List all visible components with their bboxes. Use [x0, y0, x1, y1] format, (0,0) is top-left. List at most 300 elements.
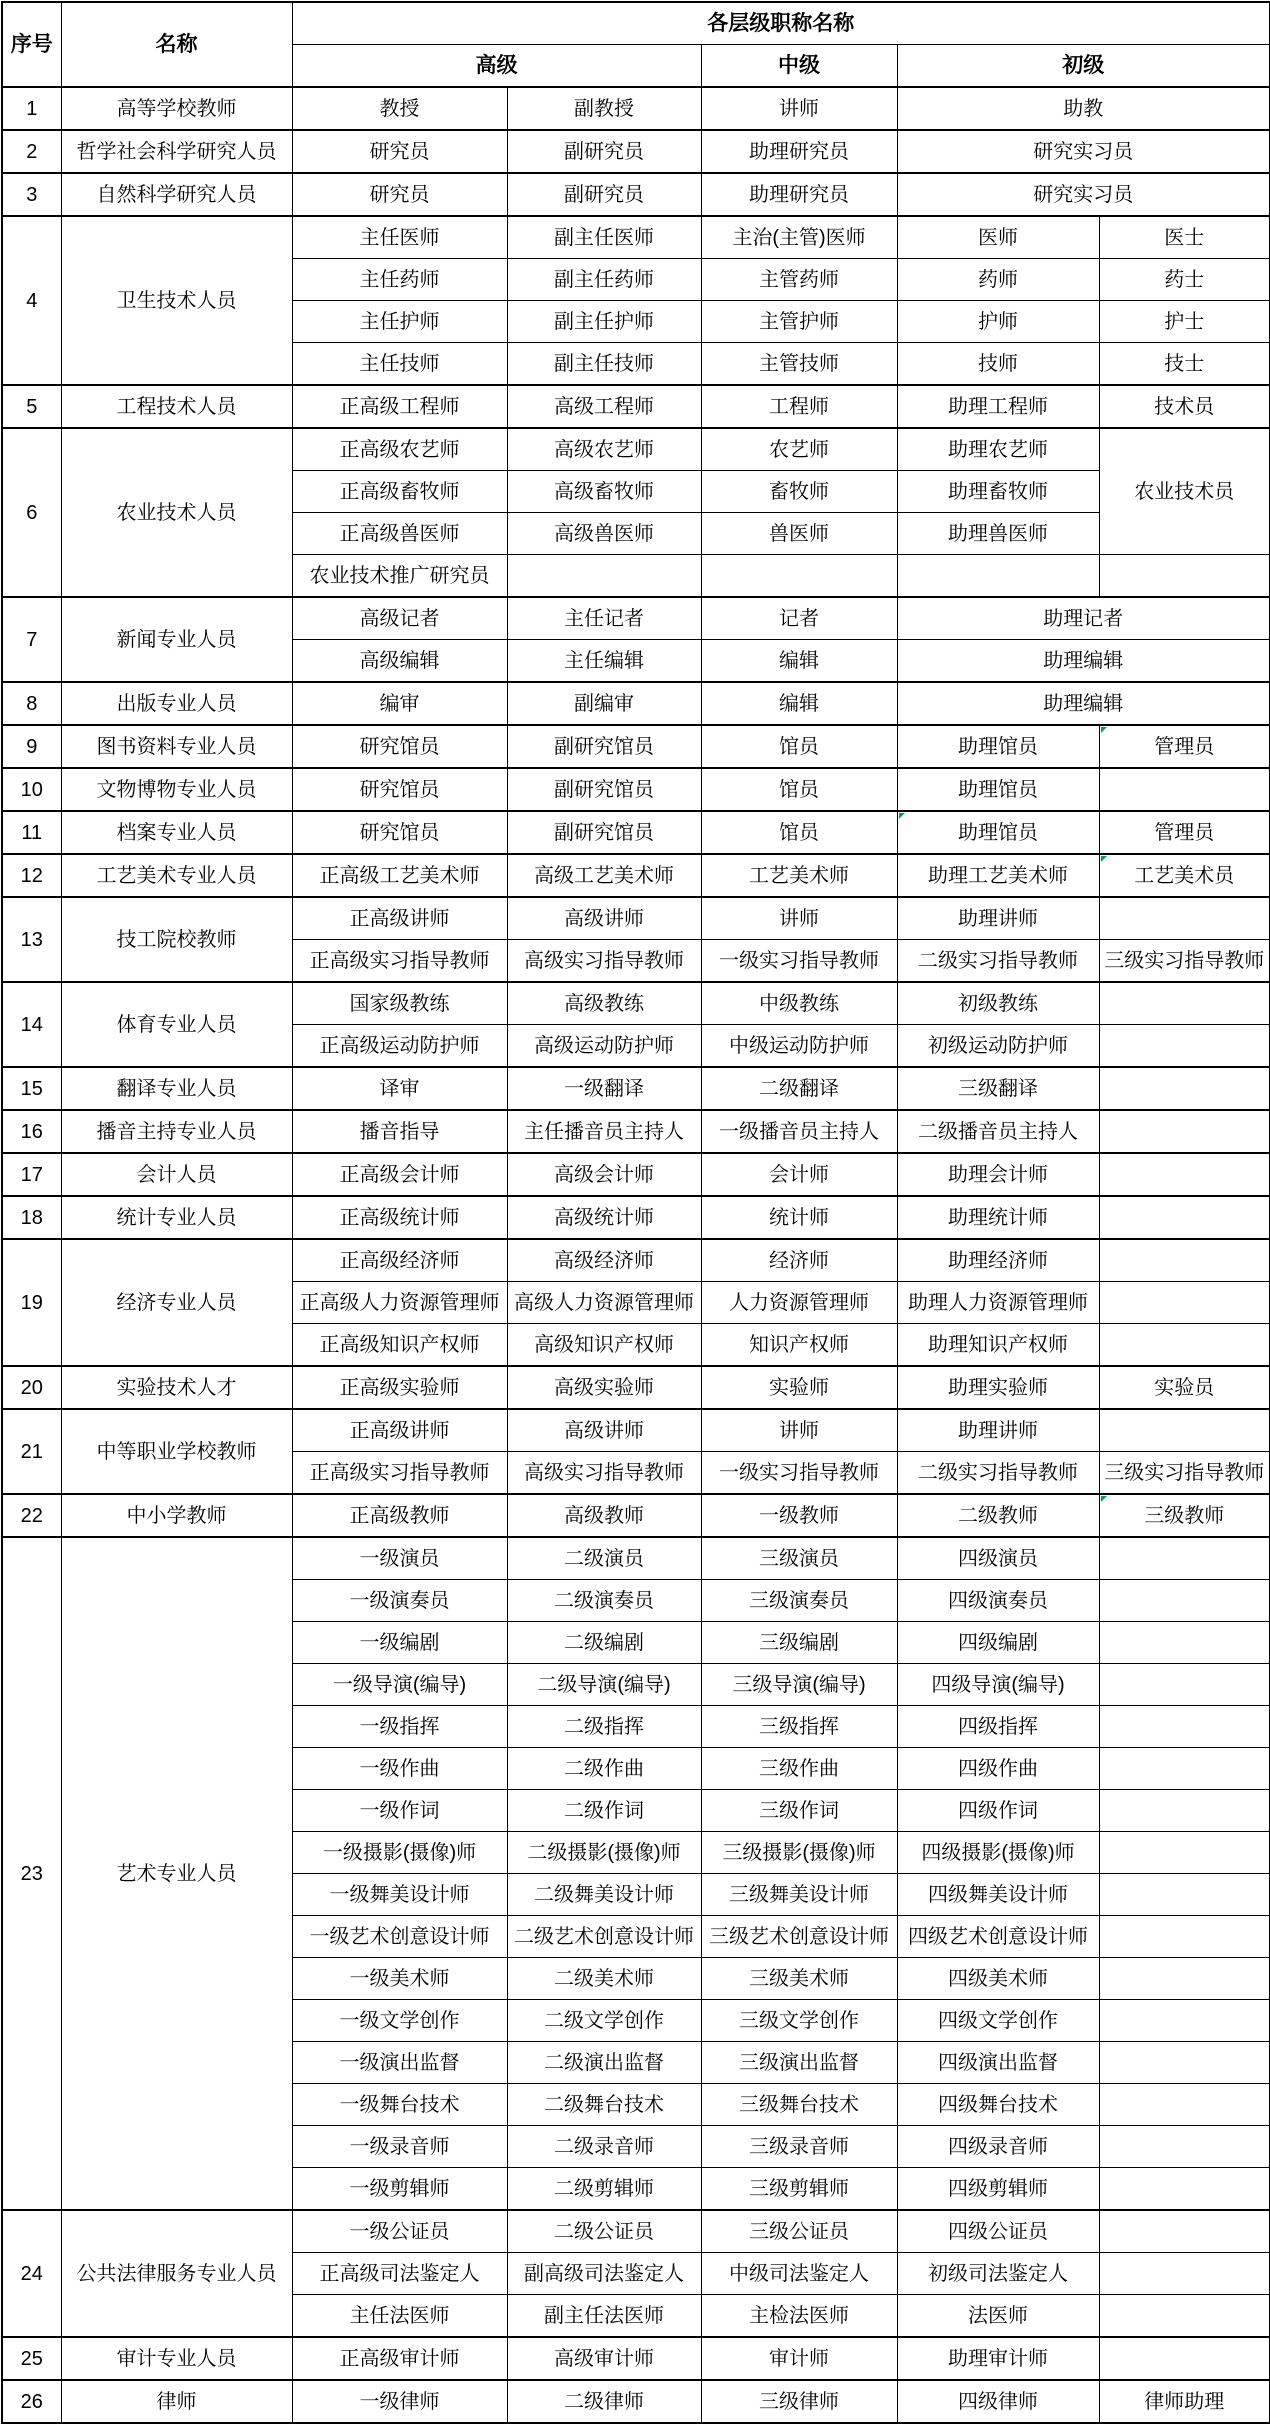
row-number-cell: 23: [2, 1537, 61, 2210]
header-junior: 初级: [897, 45, 1270, 88]
title-cell: 助理统计师: [897, 1196, 1099, 1239]
title-cell: 二级演出监督: [507, 2042, 701, 2084]
empty-cell: [1099, 1282, 1270, 1324]
title-cell: 主治(主管)医师: [701, 216, 897, 259]
title-cell: 一级翻译: [507, 1067, 701, 1110]
title-cell: 主管技师: [701, 343, 897, 386]
title-cell: 工程师: [701, 385, 897, 428]
empty-cell: [1099, 1153, 1270, 1196]
title-cell: 教授: [292, 87, 507, 130]
empty-cell: [1099, 1958, 1270, 2000]
title-cell: 主任医师: [292, 216, 507, 259]
category-name-cell: 公共法律服务专业人员: [61, 2210, 292, 2337]
title-cell: 助理记者: [897, 597, 1270, 640]
title-cell: 四级舞美设计师: [897, 1874, 1099, 1916]
table-row: [2, 725, 1270, 768]
title-cell: 三级公证员: [701, 2210, 897, 2253]
table-row: [2, 1409, 1270, 1452]
title-cell: 记者: [701, 597, 897, 640]
title-cell: 四级演员: [897, 1537, 1099, 1580]
title-cell: 一级剪辑师: [292, 2168, 507, 2211]
title-cell: 助理兽医师: [897, 513, 1099, 555]
title-cell: 高级兽医师: [507, 513, 701, 555]
category-name-cell: 翻译专业人员: [61, 1067, 292, 1110]
title-cell: 高级知识产权师: [507, 1324, 701, 1367]
title-cell: 三级艺术创意设计师: [701, 1916, 897, 1958]
row-number-cell: 13: [2, 897, 61, 982]
title-cell: 主管药师: [701, 259, 897, 301]
title-cell: 一级教师: [701, 1494, 897, 1537]
title-cell: 主任播音员主持人: [507, 1110, 701, 1153]
title-cell: 初级司法鉴定人: [897, 2253, 1099, 2295]
title-cell: 实验员: [1099, 1366, 1270, 1409]
title-cell: 研究员: [292, 173, 507, 216]
title-cell: 农艺师: [701, 428, 897, 471]
title-cell: 二级摄影(摄像)师: [507, 1832, 701, 1874]
title-cell: 畜牧师: [701, 471, 897, 513]
title-cell: 副主任法医师: [507, 2295, 701, 2338]
title-cell: 副主任医师: [507, 216, 701, 259]
header-row-1: [2, 2, 1270, 45]
category-name-cell: 统计专业人员: [61, 1196, 292, 1239]
title-cell: 医士: [1099, 216, 1270, 259]
table-row: [2, 87, 1270, 130]
empty-cell: [1099, 1622, 1270, 1664]
title-cell: 会计师: [701, 1153, 897, 1196]
empty-cell: [1099, 1832, 1270, 1874]
title-cell: 助理讲师: [897, 897, 1099, 940]
title-cell: 正高级讲师: [292, 897, 507, 940]
title-cell: 一级美术师: [292, 1958, 507, 2000]
title-cell: 一级律师: [292, 2380, 507, 2423]
empty-cell: [1099, 2168, 1270, 2211]
table-row: [2, 428, 1270, 471]
title-cell: 一级编剧: [292, 1622, 507, 1664]
title-cell: 副主任药师: [507, 259, 701, 301]
title-cell: 助理工程师: [897, 385, 1099, 428]
empty-cell: [1099, 1239, 1270, 1282]
title-cell: 工艺美术师: [701, 854, 897, 897]
title-cell: 四级演奏员: [897, 1580, 1099, 1622]
title-cell: 二级教师: [897, 1494, 1099, 1537]
row-number-cell: 22: [2, 1494, 61, 1537]
title-cell: 副研究员: [507, 130, 701, 173]
category-name-cell: 自然科学研究人员: [61, 173, 292, 216]
category-name-cell: 艺术专业人员: [61, 1537, 292, 2210]
title-cell: 中级司法鉴定人: [701, 2253, 897, 2295]
title-cell: 二级作词: [507, 1790, 701, 1832]
title-cell: 高级工艺美术师: [507, 854, 701, 897]
title-cell: 初级运动防护师: [897, 1025, 1099, 1068]
title-cell: 初级教练: [897, 982, 1099, 1025]
empty-cell: [1099, 2210, 1270, 2253]
title-cell: 审计师: [701, 2337, 897, 2380]
title-cell: 助理经济师: [897, 1239, 1099, 1282]
empty-cell: [1099, 1790, 1270, 1832]
title-cell: 知识产权师: [701, 1324, 897, 1367]
row-number-cell: 9: [2, 725, 61, 768]
row-number-cell: 16: [2, 1110, 61, 1153]
category-name-cell: 中小学教师: [61, 1494, 292, 1537]
title-cell: 人力资源管理师: [701, 1282, 897, 1324]
title-cell: 副主任技师: [507, 343, 701, 386]
title-cell: 正高级运动防护师: [292, 1025, 507, 1068]
title-cell: 医师: [897, 216, 1099, 259]
title-cell: 副研究馆员: [507, 811, 701, 854]
row-number-cell: 3: [2, 173, 61, 216]
title-cell: 三级美术师: [701, 1958, 897, 2000]
title-cell: 讲师: [701, 897, 897, 940]
empty-cell: [1099, 2042, 1270, 2084]
title-cell: 助理研究员: [701, 130, 897, 173]
row-number-cell: 24: [2, 2210, 61, 2337]
title-cell: 护士: [1099, 301, 1270, 343]
title-cell: 副主任护师: [507, 301, 701, 343]
title-cell: 二级舞美设计师: [507, 1874, 701, 1916]
table-row: [2, 173, 1270, 216]
title-cell: 中级教练: [701, 982, 897, 1025]
row-number-cell: 6: [2, 428, 61, 597]
empty-cell: [1099, 1067, 1270, 1110]
empty-cell: [1099, 1196, 1270, 1239]
empty-cell: [1099, 1110, 1270, 1153]
empty-cell: [1099, 1537, 1270, 1580]
title-cell: 助理审计师: [897, 2337, 1099, 2380]
title-cell: 四级舞台技术: [897, 2084, 1099, 2126]
title-cell: 律师助理: [1099, 2380, 1270, 2423]
empty-cell: [507, 555, 701, 598]
title-cell: 研究馆员: [292, 811, 507, 854]
title-cell: 副编审: [507, 682, 701, 725]
title-cell: 讲师: [701, 87, 897, 130]
title-cell: 一级指挥: [292, 1706, 507, 1748]
title-cell: 主任技师: [292, 343, 507, 386]
title-cell: 高级教练: [507, 982, 701, 1025]
title-cell: 助理研究员: [701, 173, 897, 216]
category-name-cell: 播音主持专业人员: [61, 1110, 292, 1153]
title-cell: 一级演员: [292, 1537, 507, 1580]
title-cell: 主任法医师: [292, 2295, 507, 2338]
title-cell: 二级实习指导教师: [897, 1452, 1099, 1495]
title-cell: 助理馆员: [897, 768, 1099, 811]
title-cell: 四级指挥: [897, 1706, 1099, 1748]
row-number-cell: 14: [2, 982, 61, 1067]
title-cell: 助理编辑: [897, 640, 1270, 683]
title-cell: 一级舞美设计师: [292, 1874, 507, 1916]
title-cell: 高级实习指导教师: [507, 940, 701, 983]
title-cell: 四级公证员: [897, 2210, 1099, 2253]
row-number-cell: 10: [2, 768, 61, 811]
title-cell: 四级摄影(摄像)师: [897, 1832, 1099, 1874]
title-cell: 高级经济师: [507, 1239, 701, 1282]
header-name: 名称: [61, 2, 292, 87]
empty-cell: [1099, 982, 1270, 1025]
title-cell: 二级播音员主持人: [897, 1110, 1099, 1153]
title-cell: 研究员: [292, 130, 507, 173]
title-cell: 助教: [897, 87, 1270, 130]
category-name-cell: 哲学社会科学研究人员: [61, 130, 292, 173]
title-cell: 助理讲师: [897, 1409, 1099, 1452]
title-cell: 助理人力资源管理师: [897, 1282, 1099, 1324]
title-cell: 二级录音师: [507, 2126, 701, 2168]
title-cell: 工艺美术员: [1099, 854, 1270, 897]
title-cell: 主任药师: [292, 259, 507, 301]
title-cell: 正高级讲师: [292, 1409, 507, 1452]
title-cell: 国家级教练: [292, 982, 507, 1025]
title-cell: 管理员: [1099, 811, 1270, 854]
table-row: [2, 2337, 1270, 2380]
table-row: [2, 768, 1270, 811]
title-cell: 译审: [292, 1067, 507, 1110]
title-cell: 一级作词: [292, 1790, 507, 1832]
title-cell: 中级运动防护师: [701, 1025, 897, 1068]
title-cell: 研究实习员: [897, 130, 1270, 173]
title-cell: 助理编辑: [897, 682, 1270, 725]
title-cell: 三级演奏员: [701, 1580, 897, 1622]
title-cell: 高级人力资源管理师: [507, 1282, 701, 1324]
title-cell: 高级工程师: [507, 385, 701, 428]
title-cell: 副研究馆员: [507, 725, 701, 768]
title-cell: 三级演员: [701, 1537, 897, 1580]
title-cell: 四级艺术创意设计师: [897, 1916, 1099, 1958]
title-cell: 二级导演(编导): [507, 1664, 701, 1706]
title-cell: 助理馆员: [897, 725, 1099, 768]
title-cell: 二级公证员: [507, 2210, 701, 2253]
empty-cell: [1099, 2337, 1270, 2380]
empty-cell: [1099, 1580, 1270, 1622]
title-cell: 主任护师: [292, 301, 507, 343]
title-cell: 主检法医师: [701, 2295, 897, 2338]
table-row: [2, 1110, 1270, 1153]
table-body: [2, 87, 1270, 2423]
title-cell: 编审: [292, 682, 507, 725]
title-cell: 助理知识产权师: [897, 1324, 1099, 1367]
title-cell: 二级舞台技术: [507, 2084, 701, 2126]
category-name-cell: 会计人员: [61, 1153, 292, 1196]
title-cell: 一级舞台技术: [292, 2084, 507, 2126]
row-number-cell: 21: [2, 1409, 61, 1494]
title-cell: 正高级农艺师: [292, 428, 507, 471]
empty-cell: [1099, 897, 1270, 940]
title-cell: 高级实验师: [507, 1366, 701, 1409]
title-cell: 一级作曲: [292, 1748, 507, 1790]
title-cell: 正高级统计师: [292, 1196, 507, 1239]
title-cell: 正高级司法鉴定人: [292, 2253, 507, 2295]
title-cell: 助理农艺师: [897, 428, 1099, 471]
title-cell: 助理会计师: [897, 1153, 1099, 1196]
category-name-cell: 图书资料专业人员: [61, 725, 292, 768]
title-cell: 药师: [897, 259, 1099, 301]
title-cell: 三级剪辑师: [701, 2168, 897, 2211]
table-header: [2, 2, 1270, 87]
title-cell: 技士: [1099, 343, 1270, 386]
title-cell: 正高级实习指导教师: [292, 1452, 507, 1495]
table-row: [2, 1239, 1270, 1282]
title-cell: 副教授: [507, 87, 701, 130]
category-name-cell: 工程技术人员: [61, 385, 292, 428]
table-row: [2, 1067, 1270, 1110]
empty-cell: [897, 555, 1099, 598]
empty-cell: [1099, 1025, 1270, 1068]
title-cell: 正高级教师: [292, 1494, 507, 1537]
title-cell: 副研究馆员: [507, 768, 701, 811]
category-name-cell: 工艺美术专业人员: [61, 854, 292, 897]
title-cell: 护师: [897, 301, 1099, 343]
row-number-cell: 11: [2, 811, 61, 854]
title-cell: 副研究员: [507, 173, 701, 216]
title-cell: 四级剪辑师: [897, 2168, 1099, 2211]
table-row: [2, 216, 1270, 259]
category-name-cell: 体育专业人员: [61, 982, 292, 1067]
title-cell: 高级实习指导教师: [507, 1452, 701, 1495]
table-row: [2, 1366, 1270, 1409]
row-number-cell: 5: [2, 385, 61, 428]
title-cell: 高级讲师: [507, 897, 701, 940]
empty-cell: [1099, 2253, 1270, 2295]
title-cell: 高级会计师: [507, 1153, 701, 1196]
row-number-cell: 7: [2, 597, 61, 682]
title-cell: 三级翻译: [897, 1067, 1099, 1110]
title-cell: 一级艺术创意设计师: [292, 1916, 507, 1958]
title-cell: 技术员: [1099, 385, 1270, 428]
table-row: [2, 897, 1270, 940]
title-cell: 主管护师: [701, 301, 897, 343]
title-cell: 三级文学创作: [701, 2000, 897, 2042]
title-cell: 研究馆员: [292, 768, 507, 811]
row-number-cell: 26: [2, 2380, 61, 2423]
title-cell: 播音指导: [292, 1110, 507, 1153]
row-number-cell: 17: [2, 1153, 61, 1196]
row-number-cell: 15: [2, 1067, 61, 1110]
title-cell: 三级实习指导教师: [1099, 1452, 1270, 1495]
row-number-cell: 8: [2, 682, 61, 725]
title-cell: 正高级知识产权师: [292, 1324, 507, 1367]
table-row: [2, 854, 1270, 897]
title-cell: 三级指挥: [701, 1706, 897, 1748]
title-cell: 法医师: [897, 2295, 1099, 2338]
title-cell: 二级文学创作: [507, 2000, 701, 2042]
category-name-cell: 经济专业人员: [61, 1239, 292, 1366]
title-cell: 编辑: [701, 682, 897, 725]
empty-cell: [1099, 1916, 1270, 1958]
title-cell: 高级讲师: [507, 1409, 701, 1452]
title-cell: 助理畜牧师: [897, 471, 1099, 513]
title-cell: 二级编剧: [507, 1622, 701, 1664]
title-cell: 编辑: [701, 640, 897, 683]
title-cell: 三级作词: [701, 1790, 897, 1832]
title-cell: 正高级工程师: [292, 385, 507, 428]
title-cell: 兽医师: [701, 513, 897, 555]
title-cell: 一级演奏员: [292, 1580, 507, 1622]
title-cell: 四级美术师: [897, 1958, 1099, 2000]
title-cell: 二级艺术创意设计师: [507, 1916, 701, 1958]
title-cell: 三级导演(编导): [701, 1664, 897, 1706]
title-cell: 二级美术师: [507, 1958, 701, 2000]
category-name-cell: 中等职业学校教师: [61, 1409, 292, 1494]
table-row: [2, 1494, 1270, 1537]
title-cell: 正高级会计师: [292, 1153, 507, 1196]
title-cell: 技师: [897, 343, 1099, 386]
title-cell: 研究实习员: [897, 173, 1270, 216]
header-level-group: 各层级职称名称: [292, 2, 1270, 45]
title-cell: 助理工艺美术师: [897, 854, 1099, 897]
table-row: [2, 1196, 1270, 1239]
title-cell: 四级导演(编导): [897, 1664, 1099, 1706]
title-cell: 主任编辑: [507, 640, 701, 683]
title-cell: 一级公证员: [292, 2210, 507, 2253]
title-cell: 二级律师: [507, 2380, 701, 2423]
category-name-cell: 高等学校教师: [61, 87, 292, 130]
title-cell: 高级运动防护师: [507, 1025, 701, 1068]
title-cell: 研究馆员: [292, 725, 507, 768]
category-name-cell: 新闻专业人员: [61, 597, 292, 682]
category-name-cell: 律师: [61, 2380, 292, 2423]
title-cell: 二级实习指导教师: [897, 940, 1099, 983]
title-cell: 农业技术推广研究员: [292, 555, 507, 598]
table-row: [2, 682, 1270, 725]
row-number-cell: 18: [2, 1196, 61, 1239]
title-cell: 三级教师: [1099, 1494, 1270, 1537]
row-number-cell: 1: [2, 87, 61, 130]
title-cell: 一级导演(编导): [292, 1664, 507, 1706]
category-name-cell: 文物博物专业人员: [61, 768, 292, 811]
empty-cell: [1099, 1324, 1270, 1367]
title-cell: 正高级经济师: [292, 1239, 507, 1282]
title-cell: 一级演出监督: [292, 2042, 507, 2084]
title-cell: 四级作词: [897, 1790, 1099, 1832]
title-cell: 高级统计师: [507, 1196, 701, 1239]
title-cell: 正高级兽医师: [292, 513, 507, 555]
title-cell: 助理实验师: [897, 1366, 1099, 1409]
title-cell: 副高级司法鉴定人: [507, 2253, 701, 2295]
title-cell: 正高级实习指导教师: [292, 940, 507, 983]
title-cell: 三级舞美设计师: [701, 1874, 897, 1916]
title-cell: 二级剪辑师: [507, 2168, 701, 2211]
title-cell: 经济师: [701, 1239, 897, 1282]
title-cell: 馆员: [701, 768, 897, 811]
title-cell: 一级播音员主持人: [701, 1110, 897, 1153]
category-name-cell: 技工院校教师: [61, 897, 292, 982]
title-cell: 一级摄影(摄像)师: [292, 1832, 507, 1874]
title-cell: 二级演员: [507, 1537, 701, 1580]
title-cell: 讲师: [701, 1409, 897, 1452]
row-number-cell: 20: [2, 1366, 61, 1409]
row-number-cell: 2: [2, 130, 61, 173]
table-row: [2, 982, 1270, 1025]
empty-cell: [1099, 2295, 1270, 2338]
category-name-cell: 审计专业人员: [61, 2337, 292, 2380]
title-cell: 正高级人力资源管理师: [292, 1282, 507, 1324]
table-row: [2, 1537, 1270, 1580]
title-cell: 二级指挥: [507, 1706, 701, 1748]
table-row: [2, 1153, 1270, 1196]
title-cell: 一级文学创作: [292, 2000, 507, 2042]
title-cell: 药士: [1099, 259, 1270, 301]
title-cell: 管理员: [1099, 725, 1270, 768]
empty-cell: [1099, 555, 1270, 598]
category-name-cell: 档案专业人员: [61, 811, 292, 854]
table-row: [2, 385, 1270, 428]
title-cell: 三级作曲: [701, 1748, 897, 1790]
professional-titles-table: [1, 1, 1270, 2424]
header-mid: 中级: [701, 45, 897, 88]
title-cell: 三级录音师: [701, 2126, 897, 2168]
table-row: [2, 597, 1270, 640]
empty-cell: [1099, 1409, 1270, 1452]
title-cell: 馆员: [701, 725, 897, 768]
empty-cell: [1099, 1874, 1270, 1916]
row-number-cell: 12: [2, 854, 61, 897]
